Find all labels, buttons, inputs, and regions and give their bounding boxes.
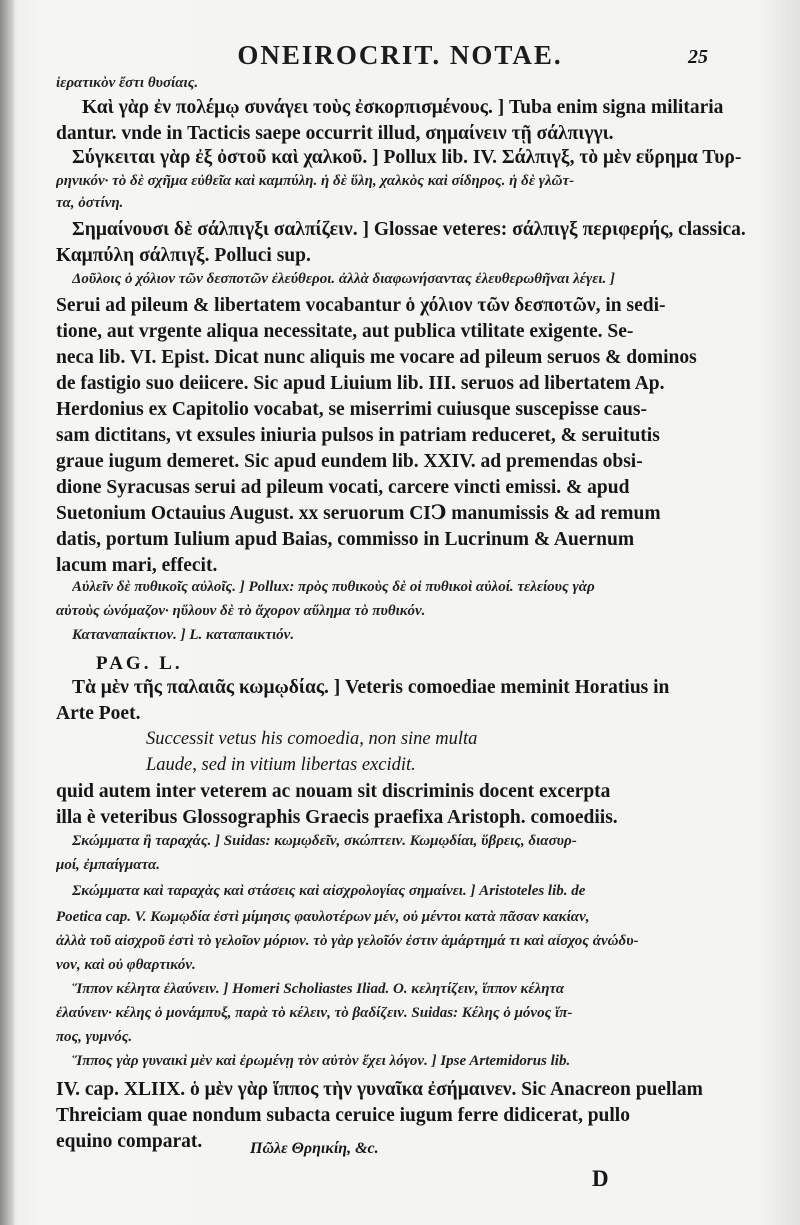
catchword: Πῶλε Θρηικίη, &c. — [250, 1140, 379, 1157]
text-line: Καταναπαίκτιον. ] L. καταπαικτιόν. — [72, 628, 295, 643]
text-line: datis, portum Iulium apud Baias, commisso in Lucrinum & Auernum — [56, 530, 635, 550]
text-line: quid autem inter veterem ac nouam sit discriminis docent excerpta — [56, 782, 611, 802]
text-line: ἀλλὰ τοῦ αἰσχροῦ ἐστὶ τὸ γελοῖον μόριον. τὸ γὰρ γελοῖόν ἐστιν ἁμάρτημά τι καὶ αἶσχος ἀνώδυ- — [56, 934, 639, 949]
text-line: illa è veteribus Glossographis Graecis praefixa Aristoph. comoediis. — [56, 808, 618, 828]
text-line: μοί, ἐμπαίγματα. — [56, 858, 161, 873]
running-title: ONEIROCRIT. NOTAE. — [237, 40, 563, 70]
page-number: 25 — [688, 46, 708, 68]
text-line: Σκώμματα καὶ ταραχὰς καὶ στάσεις καὶ αἰσχρολογίας σημαίνει. ] Aristoteles lib. de — [72, 884, 586, 899]
text-line: de fastigio suo deiicere. Sic apud Liuium lib. III. seruos ad libertatem Ap. — [56, 374, 665, 394]
text-line: dione Syracusas serui ad pileum vocati, carcere vincti emissi. & apud — [56, 478, 630, 498]
text-line: Τὰ μὲν τῆς παλαιᾶς κωμῳδίας. ] Veteris comoediae meminit Horatius in — [72, 678, 670, 698]
text-line: Αὐλεῖν δὲ πυθικοῖς αὐλοῖς. ] Pollux: πρὸς πυθικοὺς δὲ οἱ πυθικοὶ αὐλοί. τελείους γὰρ — [72, 580, 595, 595]
text-line: ἱερατικὸν ἔστι θυσίαις. — [56, 76, 199, 91]
text-line: graue iugum demeret. Sic apud eundem lib. XXIV. ad premendas obsi- — [56, 452, 643, 472]
text-line: Threiciam quae nondum subacta ceruice iugum ferre didicerat, pullo — [56, 1106, 630, 1126]
text-line: νον, καὶ οὐ φθαρτικόν. — [56, 958, 196, 973]
text-line: Arte Poet. — [56, 704, 141, 724]
text-line: lacum mari, effecit. — [56, 556, 218, 576]
text-line: πος, γυμνός. — [56, 1030, 133, 1045]
text-line: Σκώμματα ἢ ταραχάς. ] Suidas: κωμῳδεῖν, σκώπτειν. Κωμῳδίαι, ὕβρεις, διασυρ- — [72, 834, 577, 849]
text-line: sam dictitans, vt exsules iniuria pulsos in patriam reduceret, & seruitutis — [56, 426, 660, 446]
text-line: ἐλαύνειν· κέλης ὁ μονάμπυξ, παρὰ τὸ κέλειν, τὸ βαδίζειν. Suidas: Κέλης ὁ μόνος ἵπ- — [56, 1006, 573, 1021]
text-line: τα, ὀστίνη. — [56, 196, 124, 211]
text-line: Serui ad pileum & libertatem vocabantur ὁ χόλιον τῶν δεσποτῶν, in sedi- — [56, 296, 666, 316]
text-line: Ἵππον κέλητα ἐλαύνειν. ] Homeri Scholiastes Iliad. O. κελητίζειν, ἵππον κέλητα — [72, 982, 565, 997]
text-line: Δοῦλοις ὁ χόλιον τῶν δεσποτῶν ἐλεύθεροι. ἀλλὰ διαφωνήσαντας ἐλευθερωθῆναι λέγει. ] — [72, 272, 616, 287]
text-line: Καὶ γὰρ ἐν πολέμῳ συνάγει τοὺς ἐσκορπισμένους. ] Tuba enim signa militaria — [82, 98, 724, 118]
binding-gutter-shadow — [0, 0, 14, 1225]
gathering-signature: D — [592, 1166, 609, 1191]
text-line: αὐτοὺς ὠνόμαζον· ηὔλουν δὲ τὸ ἄχορον αὔλημα τὸ πυθικόν. — [56, 604, 426, 619]
text-line: Poetica cap. V. Κωμῳδία ἐστὶ μίμησις φαυλοτέρων μέν, οὐ μέντοι κατὰ πᾶσαν κακίαν, — [56, 910, 590, 925]
text-line: dantur. vnde in Tacticis saepe occurrit illud, σημαίνειν τῇ σάλπιγγι. — [56, 124, 614, 144]
page-header — [0, 40, 800, 80]
text-line: Σύγκειται γὰρ ἐξ ὀστοῦ καὶ χαλκοῦ. ] Pollux lib. IV. Σάλπιγξ, τὸ μὲν εὕρημα Τυρ- — [72, 148, 742, 168]
text-line: neca lib. VI. Epist. Dicat nunc aliquis me vocare ad pileum seruos & dominos — [56, 348, 697, 368]
text-line: Suetonium Octauius August. xx seruorum CIↃ manumissis & ad remum — [56, 504, 661, 524]
section-heading: PAG. L. — [96, 654, 183, 673]
text-line: IV. cap. XLIIX. ὁ μὲν γὰρ ἵππος τὴν γυναῖκα ἐσήμαινεν. Sic Anacreon puellam — [56, 1080, 703, 1100]
text-line: equino comparat. — [56, 1132, 203, 1152]
text-line: ρηνικόν· τὸ δὲ σχῆμα εὐθεῖα καὶ καμπύλη. ἡ δὲ ὕλη, χαλκὸς καὶ σίδηρος. ἡ δὲ γλῶτ- — [56, 174, 575, 189]
text-line: Σημαίνουσι δὲ σάλπιγξι σαλπίζειν. ] Glossae veteres: σάλπιγξ περιφερής, classica. — [72, 220, 746, 240]
text-line: tione, aut vrgente aliqua necessitate, aut publica vtilitate exigente. Se- — [56, 322, 634, 342]
text-line: Ἵππος γὰρ γυναικὶ μὲν καὶ ἐρωμένῃ τὸν αὐτὸν ἔχει λόγον. ] Ipse Artemidorus lib. — [72, 1054, 571, 1069]
text-line: Herdonius ex Capitolio vocabat, se miserrimi cuiusque suscepisse caus- — [56, 400, 647, 420]
text-line: Καμπύλη σάλπιγξ. Polluci sup. — [56, 246, 311, 266]
verse-line: Successit vetus his comoedia, non sine multa — [146, 730, 478, 749]
verse-line: Laude, sed in vitium libertas excidit. — [146, 756, 416, 775]
page-footer — [0, 1140, 800, 1200]
